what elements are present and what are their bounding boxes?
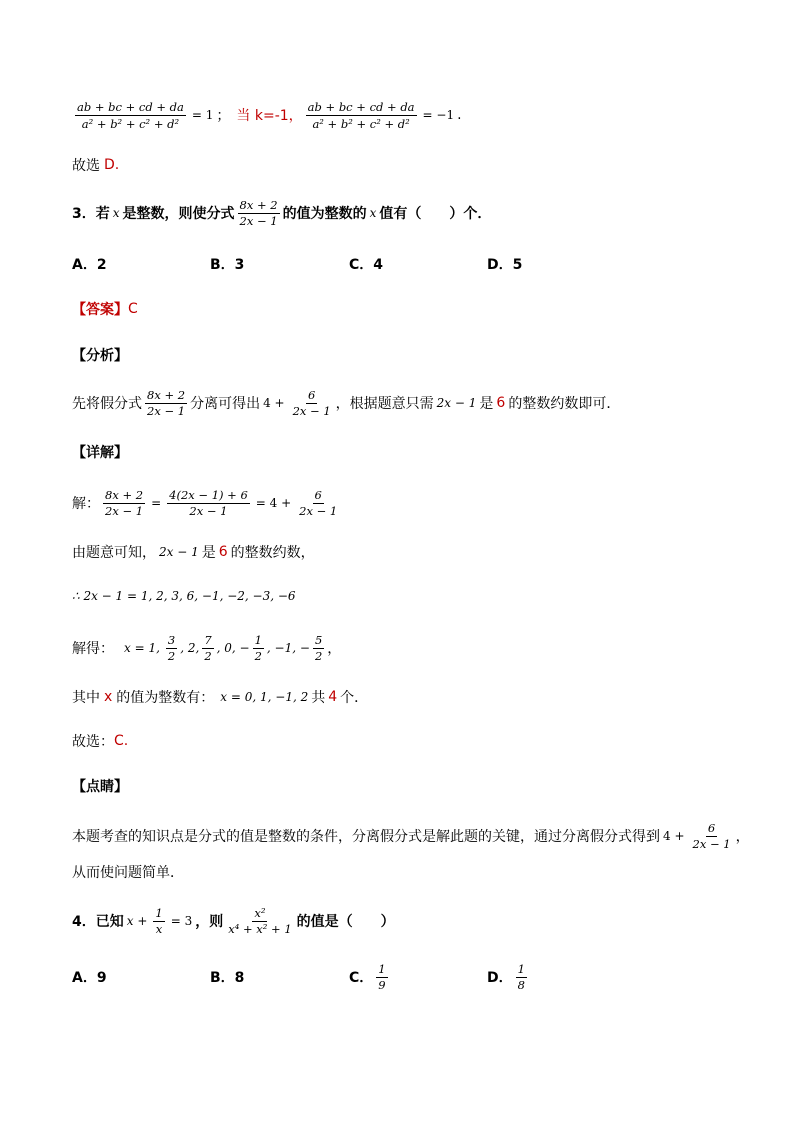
detail-step-5 bbox=[72, 677, 368, 717]
option-c bbox=[349, 957, 391, 997]
answer-value: C bbox=[128, 301, 138, 317]
fraction-denominator: x bbox=[155, 921, 163, 936]
math-expression: , −1, − bbox=[266, 641, 310, 655]
option-fraction bbox=[376, 962, 387, 993]
variable-x: x bbox=[104, 689, 113, 705]
fraction-numerator: 6 bbox=[307, 387, 316, 402]
option-fraction bbox=[516, 962, 527, 993]
fraction-numerator: 1 bbox=[378, 961, 386, 976]
fraction-numerator: 3 bbox=[167, 632, 176, 647]
variable-x: x bbox=[369, 206, 377, 220]
detail-step-1 bbox=[72, 483, 342, 523]
fraction-denominator: 2x − 1 bbox=[189, 503, 228, 518]
option-label: D． bbox=[487, 970, 513, 986]
detail-text: ， bbox=[327, 641, 342, 657]
prev-choice-line bbox=[72, 145, 119, 185]
fraction-numerator: x² bbox=[254, 905, 266, 920]
fraction-denominator: a² + b² + c² + d² bbox=[312, 116, 410, 131]
q4-text: 的值是（ ） bbox=[296, 914, 395, 930]
comment-line-1 bbox=[72, 816, 750, 856]
fraction bbox=[691, 821, 733, 852]
choose-label: 故选 bbox=[72, 158, 100, 174]
fraction-denominator: 9 bbox=[378, 977, 386, 992]
math-expression: = 3 bbox=[170, 914, 193, 928]
analysis-text: 分离可得出 bbox=[190, 396, 261, 412]
highlight-number: 4 bbox=[328, 689, 338, 705]
fraction-numerator: ab + bc + cd + da bbox=[77, 99, 184, 114]
question-3-stem bbox=[72, 193, 491, 233]
detail-text: 共 bbox=[311, 690, 326, 706]
fraction bbox=[166, 633, 177, 664]
detail-step-3 bbox=[72, 576, 299, 616]
fraction-numerator: 1 bbox=[254, 632, 262, 647]
fraction-denominator: 2x − 1 bbox=[105, 503, 144, 518]
analysis-text: 先将假分式 bbox=[72, 396, 142, 412]
question-3-options bbox=[0, 244, 794, 284]
equals-minus-one: = −1 bbox=[422, 108, 455, 122]
fraction-denominator: 2x − 1 bbox=[692, 836, 731, 851]
math-expression: , 0, − bbox=[216, 641, 250, 655]
fraction-numerator: 5 bbox=[314, 632, 323, 647]
analysis-text: ，根据题意只需 bbox=[335, 396, 434, 412]
fraction-denominator: 2x − 1 bbox=[239, 213, 278, 228]
fraction-denominator: 2x − 1 bbox=[299, 503, 338, 518]
fraction-numerator: 4(2x − 1) + 6 bbox=[169, 487, 248, 502]
fraction-numerator: 7 bbox=[204, 632, 212, 647]
question-4-options bbox=[0, 957, 794, 997]
separated-fraction bbox=[291, 388, 333, 419]
equals-sign: = bbox=[151, 496, 162, 510]
analysis-text: 的整数约数即可． bbox=[508, 396, 621, 412]
improper-fraction bbox=[145, 388, 187, 419]
fraction-denominator: x⁴ + x² + 1 bbox=[228, 921, 292, 936]
fraction bbox=[313, 633, 324, 664]
analysis-line bbox=[72, 383, 620, 423]
comment-text: 本题考查的知识点是分式的值是整数的条件，分离假分式是解此题的关键，通过分离假分式得到 bbox=[72, 829, 660, 845]
q3-text: 3．若 bbox=[72, 206, 110, 222]
fraction-numerator: 8x + 2 bbox=[147, 387, 186, 402]
detail-step-4 bbox=[72, 628, 341, 668]
fraction-numerator: 1 bbox=[155, 905, 163, 920]
fraction-denominator: 2x − 1 bbox=[147, 403, 186, 418]
option-c: C．4 bbox=[349, 257, 384, 273]
math-expression: ∴ 2x − 1 = 1, 2, 3, 6, −1, −2, −3, −6 bbox=[72, 589, 296, 603]
q3-text: 值有（ ）个． bbox=[379, 206, 492, 222]
q3-fraction bbox=[238, 198, 280, 229]
choice-value: D. bbox=[104, 157, 120, 173]
fraction bbox=[167, 488, 250, 519]
fraction-denominator: 2 bbox=[314, 648, 323, 663]
comment-line-2: 从而使问题简单． bbox=[72, 865, 184, 881]
detail-text: 由题意可知， bbox=[72, 545, 156, 561]
q3-text: 是整数，则使分式 bbox=[122, 206, 235, 222]
fraction-numerator: ab + bc + cd + da bbox=[307, 99, 415, 114]
variable-x: x bbox=[112, 206, 120, 220]
option-a: A．2 bbox=[72, 257, 107, 273]
fraction bbox=[253, 633, 264, 664]
comment-text: ， bbox=[735, 829, 750, 845]
question-4-stem bbox=[72, 901, 395, 941]
math-expression: x + bbox=[126, 914, 148, 928]
fraction-numerator: 6 bbox=[707, 820, 716, 835]
option-label: C． bbox=[349, 970, 374, 986]
math-expression: 2x − 1 bbox=[159, 545, 199, 559]
option-a: A．9 bbox=[72, 970, 107, 986]
detail-text: 个． bbox=[340, 690, 369, 706]
fraction bbox=[226, 906, 293, 937]
fraction-denominator: 2 bbox=[254, 648, 262, 663]
detail-step-6 bbox=[72, 721, 128, 761]
semicolon: ； bbox=[216, 108, 231, 124]
detail-text: 的整数约数， bbox=[230, 545, 315, 561]
highlight-number: 6 bbox=[218, 544, 228, 560]
period: . bbox=[457, 107, 462, 123]
fraction-numerator: 6 bbox=[314, 487, 322, 502]
math-expression: 4 + bbox=[263, 396, 285, 410]
case-condition: 当 k=-1， bbox=[236, 108, 303, 124]
option-d: D．5 bbox=[487, 257, 523, 273]
q3-text: 的值为整数的 bbox=[282, 206, 367, 222]
analysis-text: 是 bbox=[479, 396, 494, 412]
detail-text: 是 bbox=[201, 545, 216, 561]
fraction bbox=[202, 633, 213, 664]
fraction-numerator: 1 bbox=[517, 961, 525, 976]
option-b: B．3 bbox=[210, 257, 245, 273]
detail-text: 其中 bbox=[72, 690, 100, 706]
math-expression: 4 + bbox=[663, 829, 685, 843]
detail-tag: 【详解】 bbox=[72, 445, 128, 461]
detail-step-2 bbox=[72, 532, 315, 572]
fraction-denominator: 2x − 1 bbox=[292, 403, 331, 418]
highlight-number: 6 bbox=[496, 395, 506, 411]
choose-label: 故选： bbox=[72, 734, 114, 750]
prev-solution-line bbox=[72, 95, 462, 135]
fraction-numerator: 8x + 2 bbox=[105, 487, 144, 502]
fraction-numerator: 8x + 2 bbox=[239, 197, 278, 212]
answer-line bbox=[72, 289, 138, 329]
math-expression: x = 0, 1, −1, 2 bbox=[220, 690, 309, 704]
q4-text: 4．已知 bbox=[72, 914, 124, 930]
answer-tag: 【答案】 bbox=[72, 302, 128, 318]
fraction-denominator: 2 bbox=[167, 648, 176, 663]
fraction-denominator: a² + b² + c² + d² bbox=[81, 116, 180, 131]
detail-text: 解： bbox=[72, 496, 100, 512]
fraction-denominator: 2 bbox=[204, 648, 212, 663]
option-d bbox=[487, 957, 530, 997]
option-b: B．8 bbox=[210, 970, 245, 986]
fraction bbox=[103, 488, 145, 519]
comment-tag: 【点睛】 bbox=[72, 779, 128, 795]
math-expression: , 2, bbox=[180, 641, 200, 655]
analysis-tag: 【分析】 bbox=[72, 348, 128, 364]
detail-text: 的值为整数有： bbox=[116, 690, 215, 706]
math-expression: = 4 + bbox=[255, 496, 292, 510]
ratio-fraction bbox=[75, 99, 186, 132]
math-expression: x = 1, bbox=[124, 641, 160, 655]
ratio-fraction bbox=[306, 99, 417, 132]
detail-text: 解得： bbox=[72, 641, 114, 657]
fraction bbox=[297, 488, 339, 519]
equals-one: = 1 bbox=[191, 108, 214, 122]
fraction-denominator: 8 bbox=[517, 977, 525, 992]
q4-text: ，则 bbox=[195, 914, 224, 930]
fraction bbox=[153, 906, 164, 937]
choice-value: C. bbox=[114, 733, 129, 749]
math-expression: 2x − 1 bbox=[436, 396, 477, 410]
